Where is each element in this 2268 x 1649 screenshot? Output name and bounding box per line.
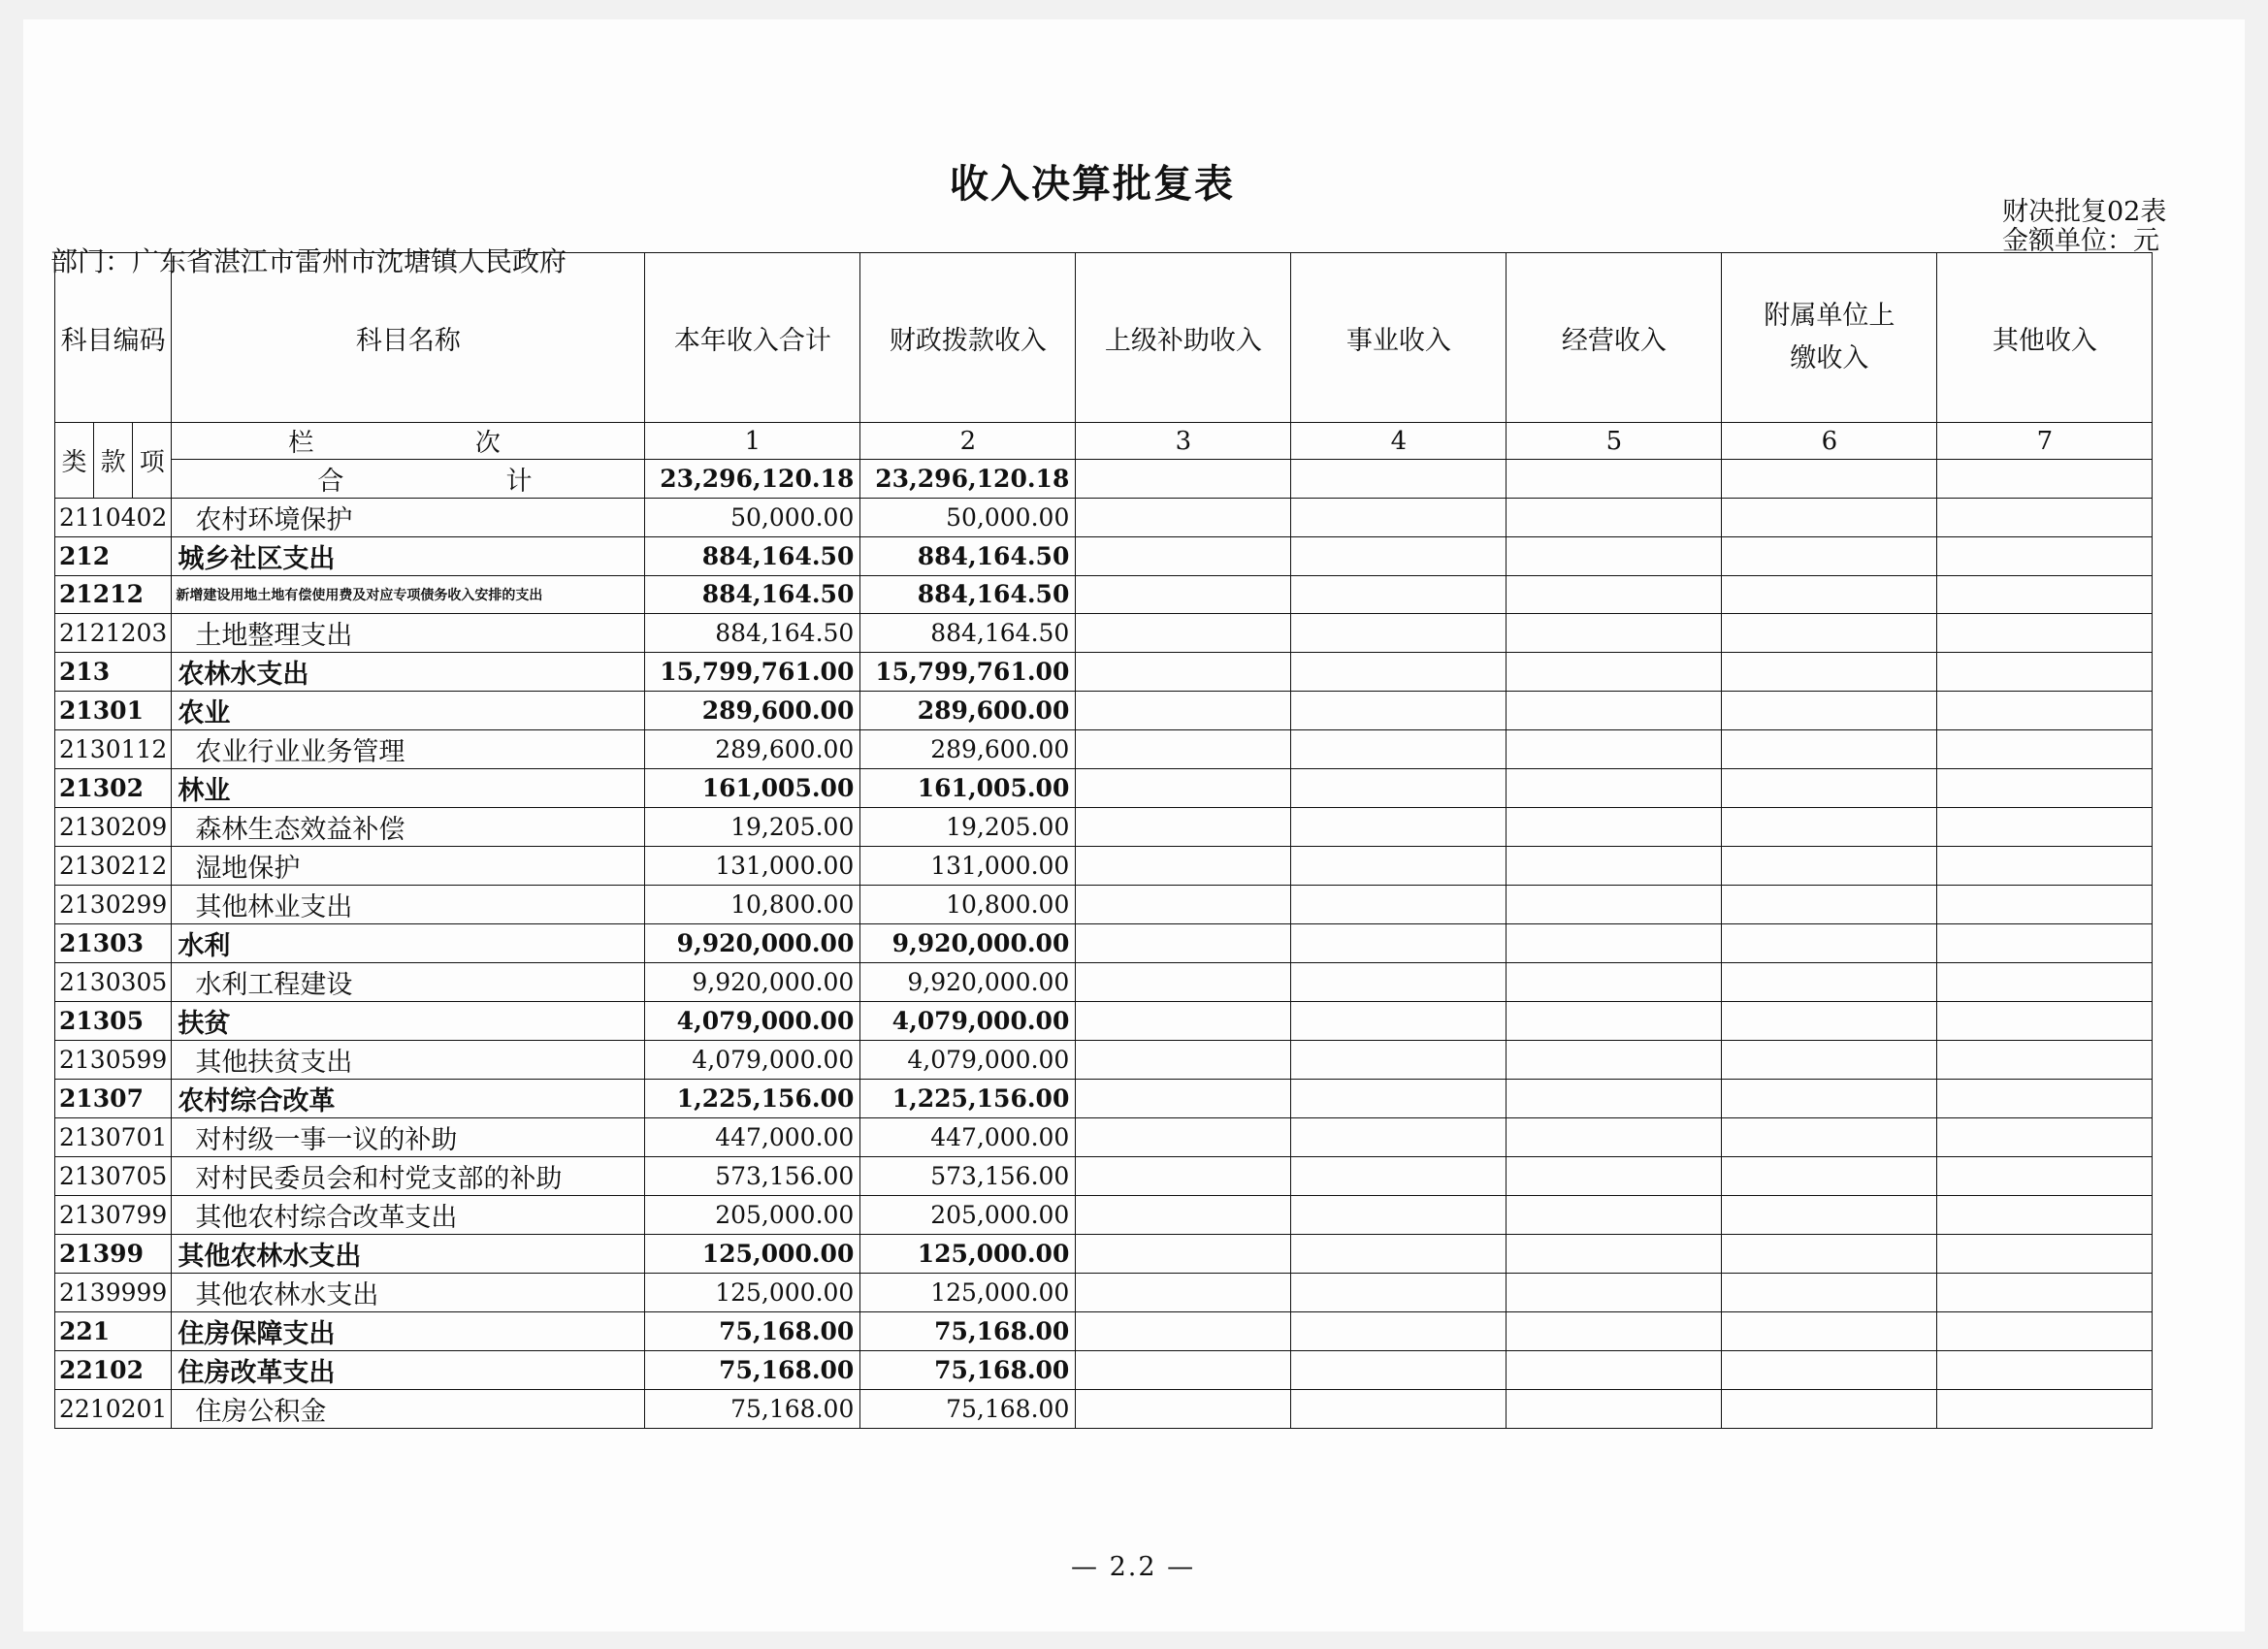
row-operating xyxy=(1507,1350,1722,1389)
row-operating xyxy=(1507,691,1722,729)
table-row xyxy=(55,613,2153,652)
row-superior xyxy=(1076,652,1291,691)
row-superior xyxy=(1076,1311,1291,1350)
table-row xyxy=(55,1195,2153,1234)
department-label: 部门：广东省湛江市雷州市沈塘镇人民政府 xyxy=(50,245,567,277)
row-business xyxy=(1291,1117,1507,1156)
row-business xyxy=(1291,652,1507,691)
row-name: 森林生态效益补偿 xyxy=(172,807,645,846)
total-row xyxy=(55,460,2153,499)
table-row xyxy=(55,576,2153,614)
row-superior xyxy=(1076,613,1291,652)
form-code: 财决批复02表 xyxy=(2002,197,2167,227)
row-total: 15,799,761.00 xyxy=(645,652,860,691)
row-affiliated xyxy=(1722,768,1937,807)
row-affiliated xyxy=(1722,652,1937,691)
row-code: 2110402 xyxy=(55,499,172,537)
total-ji: 计 xyxy=(505,467,533,497)
col-index-4: 4 xyxy=(1291,423,1507,460)
total-label xyxy=(172,460,645,499)
row-affiliated xyxy=(1722,885,1937,923)
row-code: 2130799 xyxy=(55,1195,172,1234)
row-code: 21302 xyxy=(55,768,172,807)
table-row xyxy=(55,768,2153,807)
table-row xyxy=(55,691,2153,729)
row-affiliated xyxy=(1722,807,1937,846)
ci-label: 次 xyxy=(474,429,501,458)
row-name: 农林水支出 xyxy=(172,652,645,691)
row-superior xyxy=(1076,885,1291,923)
row-name: 其他农林水支出 xyxy=(172,1234,645,1273)
row-code: 2130212 xyxy=(55,846,172,885)
row-code: 2130701 xyxy=(55,1117,172,1156)
row-affiliated xyxy=(1722,1389,1937,1428)
row-code: 212 xyxy=(55,537,172,576)
row-code: 22102 xyxy=(55,1350,172,1389)
row-name: 其他农村综合改革支出 xyxy=(172,1195,645,1234)
table-row xyxy=(55,1311,2153,1350)
row-other xyxy=(1937,768,2153,807)
document-page xyxy=(23,19,2245,1632)
row-operating xyxy=(1507,652,1722,691)
table-row xyxy=(55,1001,2153,1040)
row-fiscal: 573,156.00 xyxy=(860,1156,1076,1195)
header-affiliated: 附属单位上缴收入 xyxy=(1722,253,1937,423)
table-row xyxy=(55,1040,2153,1079)
row-fiscal: 19,205.00 xyxy=(860,807,1076,846)
row-name: 水利 xyxy=(172,923,645,962)
row-total: 131,000.00 xyxy=(645,846,860,885)
row-other xyxy=(1937,537,2153,576)
row-total: 9,920,000.00 xyxy=(645,923,860,962)
row-operating xyxy=(1507,1195,1722,1234)
row-superior xyxy=(1076,1234,1291,1273)
row-business xyxy=(1291,729,1507,768)
row-code: 21301 xyxy=(55,691,172,729)
table-row xyxy=(55,1079,2153,1117)
row-business xyxy=(1291,691,1507,729)
row-affiliated xyxy=(1722,1117,1937,1156)
row-code: 2130299 xyxy=(55,885,172,923)
page-number: — 2.2 — xyxy=(1071,1552,1196,1582)
row-total: 50,000.00 xyxy=(645,499,860,537)
row-operating xyxy=(1507,1311,1722,1350)
table-row xyxy=(55,923,2153,962)
row-name: 对村民委员会和村党支部的补助 xyxy=(172,1156,645,1195)
row-fiscal: 10,800.00 xyxy=(860,885,1076,923)
col-index-1: 1 xyxy=(645,423,860,460)
row-total: 289,600.00 xyxy=(645,729,860,768)
row-affiliated xyxy=(1722,613,1937,652)
row-affiliated xyxy=(1722,1234,1937,1273)
row-business xyxy=(1291,613,1507,652)
column-index-row xyxy=(55,423,2153,460)
col-index-5: 5 xyxy=(1507,423,1722,460)
row-operating xyxy=(1507,1040,1722,1079)
row-other xyxy=(1937,962,2153,1001)
row-fiscal: 289,600.00 xyxy=(860,729,1076,768)
row-fiscal: 884,164.50 xyxy=(860,613,1076,652)
row-other xyxy=(1937,1311,2153,1350)
row-other xyxy=(1937,1350,2153,1389)
row-name: 城乡社区支出 xyxy=(172,537,645,576)
row-name: 湿地保护 xyxy=(172,846,645,885)
total-income: 23,296,120.18 xyxy=(645,460,860,499)
row-affiliated xyxy=(1722,499,1937,537)
row-total: 4,079,000.00 xyxy=(645,1001,860,1040)
row-business xyxy=(1291,1001,1507,1040)
row-total: 205,000.00 xyxy=(645,1195,860,1234)
header-row xyxy=(55,253,2153,423)
row-superior xyxy=(1076,1001,1291,1040)
row-code: 2121203 xyxy=(55,613,172,652)
row-other xyxy=(1937,576,2153,614)
row-fiscal: 125,000.00 xyxy=(860,1273,1076,1311)
row-superior xyxy=(1076,729,1291,768)
row-fiscal: 15,799,761.00 xyxy=(860,652,1076,691)
row-other xyxy=(1937,1195,2153,1234)
row-fiscal: 289,600.00 xyxy=(860,691,1076,729)
table-row xyxy=(55,1389,2153,1428)
row-affiliated xyxy=(1722,1001,1937,1040)
row-business xyxy=(1291,923,1507,962)
row-superior xyxy=(1076,962,1291,1001)
header-total: 本年收入合计 xyxy=(645,253,860,423)
row-business xyxy=(1291,1389,1507,1428)
row-name: 林业 xyxy=(172,768,645,807)
row-name: 住房公积金 xyxy=(172,1389,645,1428)
sub-xiang: 项 xyxy=(133,423,172,499)
row-name: 对村级一事一议的补助 xyxy=(172,1117,645,1156)
row-operating xyxy=(1507,613,1722,652)
table-row xyxy=(55,807,2153,846)
table-row xyxy=(55,962,2153,1001)
row-superior xyxy=(1076,1195,1291,1234)
row-code: 21399 xyxy=(55,1234,172,1273)
row-code: 2130112 xyxy=(55,729,172,768)
row-superior xyxy=(1076,768,1291,807)
row-operating xyxy=(1507,846,1722,885)
row-business xyxy=(1291,768,1507,807)
header-business: 事业收入 xyxy=(1291,253,1507,423)
row-fiscal: 884,164.50 xyxy=(860,537,1076,576)
row-superior xyxy=(1076,1350,1291,1389)
row-business xyxy=(1291,1234,1507,1273)
row-other xyxy=(1937,1234,2153,1273)
row-code: 21305 xyxy=(55,1001,172,1040)
table-row xyxy=(55,1117,2153,1156)
row-name: 农村综合改革 xyxy=(172,1079,645,1117)
row-other xyxy=(1937,1001,2153,1040)
col-index-7: 7 xyxy=(1937,423,2153,460)
row-fiscal: 205,000.00 xyxy=(860,1195,1076,1234)
row-total: 19,205.00 xyxy=(645,807,860,846)
row-other xyxy=(1937,1389,2153,1428)
row-operating xyxy=(1507,768,1722,807)
row-total: 75,168.00 xyxy=(645,1350,860,1389)
row-total: 884,164.50 xyxy=(645,576,860,614)
row-affiliated xyxy=(1722,729,1937,768)
row-operating xyxy=(1507,537,1722,576)
row-code: 213 xyxy=(55,652,172,691)
row-other xyxy=(1937,1273,2153,1311)
row-other xyxy=(1937,846,2153,885)
row-operating xyxy=(1507,1079,1722,1117)
row-name: 新增建设用地土地有偿使用费及对应专项债务收入安排的支出 xyxy=(172,576,645,614)
row-business xyxy=(1291,499,1507,537)
income-table xyxy=(54,252,2153,1429)
row-business xyxy=(1291,1350,1507,1389)
row-fiscal: 131,000.00 xyxy=(860,846,1076,885)
row-code: 221 xyxy=(55,1311,172,1350)
row-code: 2130305 xyxy=(55,962,172,1001)
row-business xyxy=(1291,1079,1507,1117)
row-total: 884,164.50 xyxy=(645,613,860,652)
row-fiscal: 161,005.00 xyxy=(860,768,1076,807)
lan-ci-label xyxy=(172,423,645,460)
row-name: 农村环境保护 xyxy=(172,499,645,537)
row-superior xyxy=(1076,1117,1291,1156)
row-code: 2139999 xyxy=(55,1273,172,1311)
sub-lei: 类 xyxy=(55,423,94,499)
row-affiliated xyxy=(1722,1350,1937,1389)
row-affiliated xyxy=(1722,1040,1937,1079)
row-fiscal: 9,920,000.00 xyxy=(860,923,1076,962)
total-fiscal: 23,296,120.18 xyxy=(860,460,1076,499)
row-name: 土地整理支出 xyxy=(172,613,645,652)
row-fiscal: 75,168.00 xyxy=(860,1311,1076,1350)
row-name: 其他农林水支出 xyxy=(172,1273,645,1311)
row-total: 1,225,156.00 xyxy=(645,1079,860,1117)
row-operating xyxy=(1507,923,1722,962)
row-affiliated xyxy=(1722,1195,1937,1234)
row-affiliated xyxy=(1722,1079,1937,1117)
row-operating xyxy=(1507,576,1722,614)
header-code: 科目编码 xyxy=(55,253,172,423)
row-superior xyxy=(1076,537,1291,576)
row-superior xyxy=(1076,1389,1291,1428)
row-total: 447,000.00 xyxy=(645,1117,860,1156)
row-operating xyxy=(1507,1273,1722,1311)
table-row xyxy=(55,729,2153,768)
row-business xyxy=(1291,1156,1507,1195)
row-operating xyxy=(1507,807,1722,846)
row-business xyxy=(1291,846,1507,885)
col-index-2: 2 xyxy=(860,423,1076,460)
row-business xyxy=(1291,1311,1507,1350)
total-affiliated xyxy=(1722,460,1937,499)
row-other xyxy=(1937,499,2153,537)
row-total: 9,920,000.00 xyxy=(645,962,860,1001)
row-other xyxy=(1937,1040,2153,1079)
row-fiscal: 75,168.00 xyxy=(860,1350,1076,1389)
row-business xyxy=(1291,1273,1507,1311)
row-affiliated xyxy=(1722,537,1937,576)
amount-unit: 金额单位：元 xyxy=(2002,226,2159,256)
row-operating xyxy=(1507,1001,1722,1040)
table-row xyxy=(55,499,2153,537)
sub-kuan: 款 xyxy=(94,423,133,499)
row-name: 水利工程建设 xyxy=(172,962,645,1001)
total-he: 合 xyxy=(317,467,344,497)
header-operating: 经营收入 xyxy=(1507,253,1722,423)
row-total: 75,168.00 xyxy=(645,1389,860,1428)
row-total: 884,164.50 xyxy=(645,537,860,576)
row-total: 573,156.00 xyxy=(645,1156,860,1195)
row-superior xyxy=(1076,846,1291,885)
row-fiscal: 4,079,000.00 xyxy=(860,1001,1076,1040)
row-name: 农业 xyxy=(172,691,645,729)
row-other xyxy=(1937,1117,2153,1156)
row-total: 161,005.00 xyxy=(645,768,860,807)
row-name: 其他林业支出 xyxy=(172,885,645,923)
row-name: 住房改革支出 xyxy=(172,1350,645,1389)
row-business xyxy=(1291,807,1507,846)
lan-label: 栏 xyxy=(288,429,314,458)
table-row xyxy=(55,1273,2153,1311)
row-other xyxy=(1937,807,2153,846)
row-business xyxy=(1291,537,1507,576)
row-fiscal: 4,079,000.00 xyxy=(860,1040,1076,1079)
row-business xyxy=(1291,962,1507,1001)
col-index-6: 6 xyxy=(1722,423,1937,460)
row-total: 10,800.00 xyxy=(645,885,860,923)
row-superior xyxy=(1076,499,1291,537)
row-affiliated xyxy=(1722,923,1937,962)
row-name: 农业行业业务管理 xyxy=(172,729,645,768)
total-superior xyxy=(1076,460,1291,499)
table-row xyxy=(55,1350,2153,1389)
row-code: 2130599 xyxy=(55,1040,172,1079)
total-other xyxy=(1937,460,2153,499)
row-other xyxy=(1937,1079,2153,1117)
table-row xyxy=(55,652,2153,691)
table-row xyxy=(55,885,2153,923)
row-operating xyxy=(1507,885,1722,923)
row-code: 21212 xyxy=(55,576,172,614)
row-affiliated xyxy=(1722,846,1937,885)
row-affiliated xyxy=(1722,1273,1937,1311)
row-fiscal: 884,164.50 xyxy=(860,576,1076,614)
row-total: 125,000.00 xyxy=(645,1234,860,1273)
row-superior xyxy=(1076,1273,1291,1311)
row-operating xyxy=(1507,1117,1722,1156)
col-index-3: 3 xyxy=(1076,423,1291,460)
header-fiscal: 财政拨款收入 xyxy=(860,253,1076,423)
row-code: 2130705 xyxy=(55,1156,172,1195)
row-superior xyxy=(1076,576,1291,614)
row-name: 住房保障支出 xyxy=(172,1311,645,1350)
row-superior xyxy=(1076,1156,1291,1195)
row-other xyxy=(1937,691,2153,729)
row-code: 21307 xyxy=(55,1079,172,1117)
header-other: 其他收入 xyxy=(1937,253,2153,423)
table-row xyxy=(55,1234,2153,1273)
row-superior xyxy=(1076,1079,1291,1117)
row-affiliated xyxy=(1722,1156,1937,1195)
header-superior: 上级补助收入 xyxy=(1076,253,1291,423)
row-affiliated xyxy=(1722,1311,1937,1350)
row-name: 其他扶贫支出 xyxy=(172,1040,645,1079)
total-business xyxy=(1291,460,1507,499)
row-business xyxy=(1291,1195,1507,1234)
row-operating xyxy=(1507,1156,1722,1195)
row-other xyxy=(1937,613,2153,652)
row-code: 2130209 xyxy=(55,807,172,846)
row-business xyxy=(1291,885,1507,923)
row-total: 289,600.00 xyxy=(645,691,860,729)
row-fiscal: 50,000.00 xyxy=(860,499,1076,537)
row-other xyxy=(1937,729,2153,768)
row-operating xyxy=(1507,729,1722,768)
row-total: 75,168.00 xyxy=(645,1311,860,1350)
row-superior xyxy=(1076,1040,1291,1079)
document-title: 收入决算批复表 xyxy=(950,162,1235,207)
row-operating xyxy=(1507,1389,1722,1428)
row-other xyxy=(1937,1156,2153,1195)
row-operating xyxy=(1507,1234,1722,1273)
header-name: 科目名称 xyxy=(172,253,645,423)
table-row xyxy=(55,846,2153,885)
row-superior xyxy=(1076,923,1291,962)
row-business xyxy=(1291,1040,1507,1079)
row-operating xyxy=(1507,962,1722,1001)
row-affiliated xyxy=(1722,962,1937,1001)
row-total: 4,079,000.00 xyxy=(645,1040,860,1079)
table-row xyxy=(55,1156,2153,1195)
row-fiscal: 75,168.00 xyxy=(860,1389,1076,1428)
row-other xyxy=(1937,652,2153,691)
row-fiscal: 1,225,156.00 xyxy=(860,1079,1076,1117)
row-other xyxy=(1937,885,2153,923)
row-fiscal: 447,000.00 xyxy=(860,1117,1076,1156)
row-total: 125,000.00 xyxy=(645,1273,860,1311)
row-fiscal: 125,000.00 xyxy=(860,1234,1076,1273)
row-other xyxy=(1937,923,2153,962)
row-code: 21303 xyxy=(55,923,172,962)
total-operating xyxy=(1507,460,1722,499)
row-superior xyxy=(1076,691,1291,729)
row-code: 2210201 xyxy=(55,1389,172,1428)
row-business xyxy=(1291,576,1507,614)
row-superior xyxy=(1076,807,1291,846)
row-affiliated xyxy=(1722,691,1937,729)
table-row xyxy=(55,537,2153,576)
row-fiscal: 9,920,000.00 xyxy=(860,962,1076,1001)
row-name: 扶贫 xyxy=(172,1001,645,1040)
row-operating xyxy=(1507,499,1722,537)
row-affiliated xyxy=(1722,576,1937,614)
